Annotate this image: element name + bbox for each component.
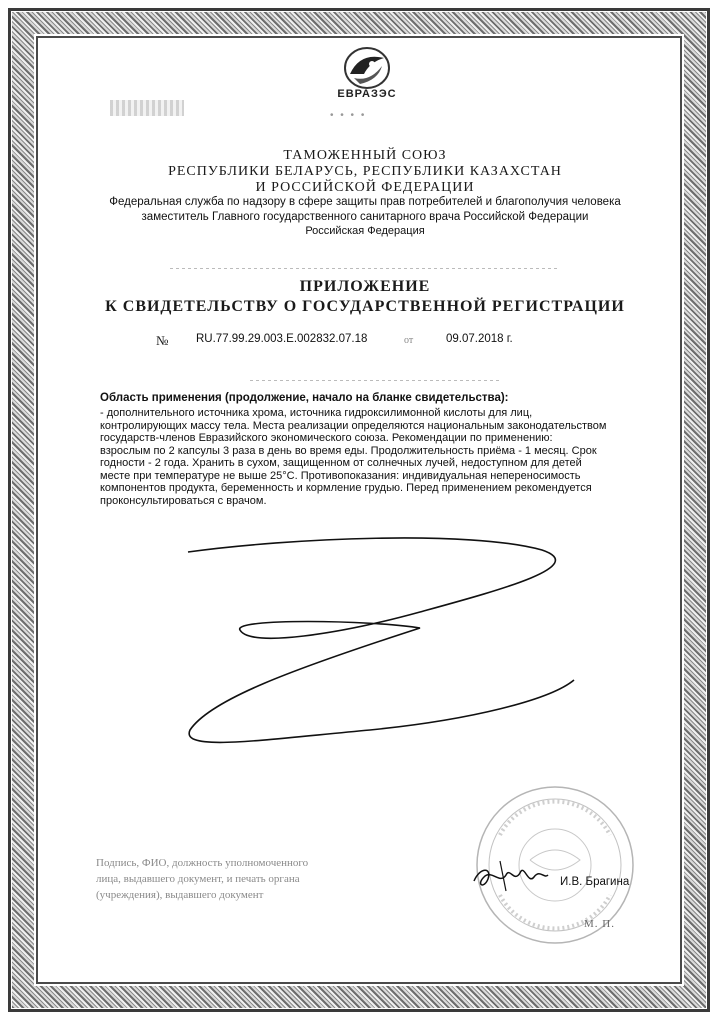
from-label: от	[404, 335, 414, 346]
union-title-line-3: И РОССИЙСКОЙ ФЕДЕРАЦИИ	[255, 180, 475, 195]
caption-line: лица, выдавшего документ, и печать органа	[96, 873, 300, 885]
union-title-line-2: РЕСПУБЛИКИ БЕЛАРУСЬ, РЕСПУБЛИКИ КАЗАХСТАН	[168, 164, 562, 179]
seal-place-mark: М. П.	[584, 918, 615, 930]
scope-line: взрослым по 2 капсулы 3 раза в день во время еды. Продолжительность приёма - 1 месяц. Срок	[100, 444, 597, 457]
union-title-line-1: ТАМОЖЕННЫЙ СОЮЗ	[283, 148, 447, 163]
authority-line-3: Российская Федерация	[305, 225, 425, 237]
caption-line: (учреждения), выдавшего документ	[96, 889, 264, 901]
scope-line: годности - 2 года. Хранить в сухом, защищенном от солнечных лучей, недоступном для детей	[100, 457, 582, 469]
serial-number-mark	[110, 100, 184, 116]
authority-line-1: Федеральная служба по надзору в сфере защиты прав потребителей и благополучия человека	[109, 196, 621, 208]
signer-name: И.В. Брагина	[560, 876, 630, 888]
scope-heading: Область применения (продолжение, начало на бланке свидетельства):	[100, 392, 509, 404]
signature-caption	[96, 855, 416, 903]
document-title: ПРИЛОЖЕНИЕ	[299, 278, 431, 295]
scope-line: компонентов продукта, беременность и кормление грудью. Перед применением рекомендуется	[100, 482, 592, 494]
authority-line-2: заместитель Главного государственного санитарного врача Российской Федерации	[141, 211, 589, 223]
registration-number: RU.77.99.29.003.Е.002832.07.18	[196, 333, 368, 345]
document-subtitle: К СВИДЕТЕЛЬСТВУ О ГОСУДАРСТВЕННОЙ РЕГИСТРАЦИИ	[105, 298, 625, 315]
scope-line: проконсультироваться с врачом.	[100, 494, 267, 507]
logo-label: ЕВРАЗЭС	[337, 88, 397, 100]
divider-middle	[250, 380, 500, 381]
divider-top	[170, 268, 560, 269]
handwritten-signature	[470, 855, 550, 895]
z-cancellation-stroke	[170, 530, 590, 770]
scope-line: месте при температуре не выше 25°С. Противопоказания: индивидуальная непереносимость	[100, 469, 581, 482]
caption-line: Подпись, ФИО, должность уполномоченного	[96, 857, 309, 869]
scope-line: - дополнительного источника хрома, источника гидроксилимонной кислоты для лиц,	[100, 407, 533, 419]
registration-date: 09.07.2018 г.	[446, 333, 513, 345]
scope-line: контролирующих массу тела. Места реализации определяются национальным законодательством	[100, 419, 607, 432]
number-sign: №	[156, 333, 169, 348]
scope-line: государств-членов Евразийского экономического союза. Рекомендации по применению:	[100, 432, 553, 444]
scope-text	[100, 407, 640, 507]
serial-dots: • • • •	[330, 110, 367, 121]
